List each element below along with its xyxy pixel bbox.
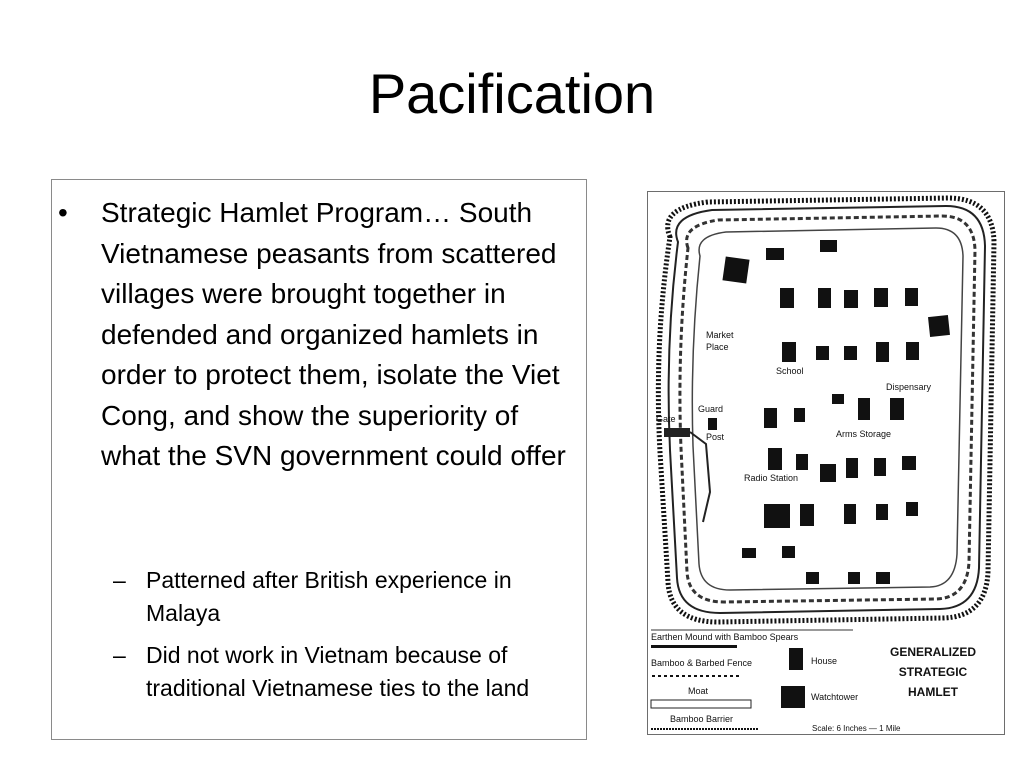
heading-line-1: GENERALIZED xyxy=(889,645,977,659)
dispensary-label: Dispensary xyxy=(886,382,932,392)
slide-title: Pacification xyxy=(368,62,656,125)
gate-block xyxy=(664,428,690,437)
legend-scale-label: Scale: 6 Inches — 1 Mile xyxy=(812,724,901,733)
sub-bullet-item xyxy=(113,564,582,630)
sub-bullet-marker: – xyxy=(113,567,126,593)
legend-watchtower-icon xyxy=(781,686,805,708)
houses xyxy=(742,240,919,584)
legend-moat-label: Moat xyxy=(688,686,709,696)
guard-post-icon xyxy=(708,418,717,430)
market-place-label: Place xyxy=(706,342,729,352)
watchtower-icon xyxy=(722,256,749,283)
arms-storage-label: Arms Storage xyxy=(836,429,892,439)
legend-house-label: House xyxy=(811,656,838,666)
school-label: School xyxy=(776,366,804,376)
bullet-marker: • xyxy=(58,197,68,228)
guard-label: Guard xyxy=(698,404,724,414)
heading-line-2: STRATEGIC xyxy=(898,665,968,679)
watchtower-icon xyxy=(928,315,950,337)
heading-line-3: HAMLET xyxy=(908,685,958,699)
legend-house-icon xyxy=(789,648,803,670)
text-box xyxy=(51,179,587,740)
sub-bullet-text: Patterned after British experience in Malaya xyxy=(146,567,512,626)
hamlet-map-drawing xyxy=(648,192,1004,734)
strategic-hamlet-map xyxy=(647,191,1005,735)
sub-bullet-text: Did not work in Vietnam because of traditional Vietnamese ties to the land xyxy=(146,642,530,701)
barrier-ring xyxy=(692,228,963,590)
sub-bullet-item xyxy=(113,639,582,705)
legend-mound-label: Earthen Mound with Bamboo Spears xyxy=(651,632,799,642)
gate-label: Gate xyxy=(656,414,676,424)
post-label: Post xyxy=(706,432,725,442)
market-place-label: Market xyxy=(706,330,734,340)
legend-barrier-label: Bamboo Barrier xyxy=(670,714,734,724)
sub-bullet-marker: – xyxy=(113,642,126,668)
legend-fence-label: Bamboo & Barbed Fence xyxy=(651,658,753,668)
radio-station-label: Radio Station xyxy=(744,473,799,483)
map-heading xyxy=(890,645,976,699)
map-legend xyxy=(651,630,901,733)
legend-watchtower-label: Watchtower xyxy=(811,692,859,702)
watchtower-icon xyxy=(764,504,790,528)
bullet-text: Strategic Hamlet Program… South Vietnamese peasants from scattered villages were brought together in defended and organized hamlets in order to protect them, isolate the Viet Cong, and show the superiority of what the SVN government could offer xyxy=(101,197,566,471)
bullet-item xyxy=(58,193,581,477)
